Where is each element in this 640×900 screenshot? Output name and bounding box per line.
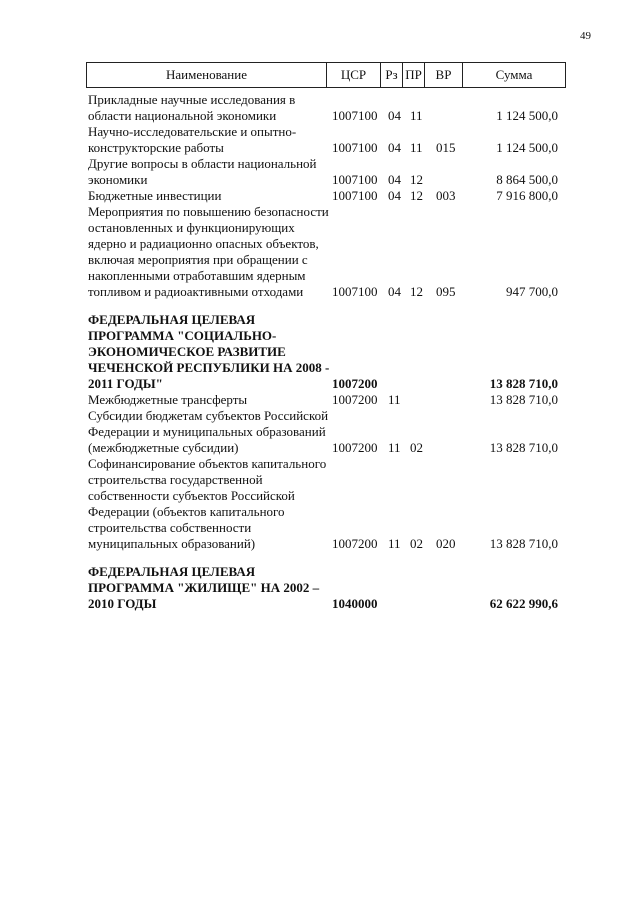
row-csr: 1040000 bbox=[332, 596, 378, 611]
row-pr: 11 bbox=[410, 140, 423, 155]
table-row-program bbox=[88, 564, 558, 612]
table-row bbox=[88, 408, 558, 456]
row-csr: 1007100 bbox=[332, 172, 378, 187]
section-gap bbox=[88, 552, 558, 564]
table-row bbox=[88, 156, 558, 188]
row-sum: 13 828 710,0 bbox=[489, 376, 558, 391]
row-sum: 8 864 500,0 bbox=[496, 172, 558, 187]
row-pr: 12 bbox=[410, 284, 423, 299]
row-pr: 12 bbox=[410, 172, 423, 187]
row-sum: 13 828 710,0 bbox=[489, 440, 558, 455]
table-header bbox=[86, 62, 566, 88]
table-row bbox=[88, 124, 558, 156]
row-sum: 7 916 800,0 bbox=[496, 188, 558, 203]
section-gap bbox=[88, 300, 558, 312]
row-csr: 1007200 bbox=[332, 376, 378, 391]
table-row bbox=[88, 456, 558, 552]
row-csr: 1007100 bbox=[332, 108, 378, 123]
row-rz: 11 bbox=[388, 440, 401, 455]
row-csr: 1007200 bbox=[332, 440, 378, 455]
row-name: ФЕДЕРАЛЬНАЯ ЦЕЛЕВАЯ ПРОГРАММА "СОЦИАЛЬНО-ЭКОНОМИЧЕСКОЕ РАЗВИТИЕ ЧЕЧЕНСКОЙ РЕСПУБЛИКИ НА 2008 - 2011 ГОДЫ" bbox=[88, 312, 330, 391]
row-vr: 095 bbox=[436, 284, 456, 299]
row-rz: 11 bbox=[388, 392, 401, 407]
row-pr: 02 bbox=[410, 440, 423, 455]
row-vr: 003 bbox=[436, 188, 456, 203]
header-name: Наименование bbox=[87, 63, 327, 87]
table-row bbox=[88, 188, 558, 204]
row-csr: 1007200 bbox=[332, 536, 378, 551]
row-name: Межбюджетные трансферты bbox=[88, 392, 248, 407]
row-vr: 020 bbox=[436, 536, 456, 551]
table-row-program bbox=[88, 312, 558, 392]
row-csr: 1007200 bbox=[332, 392, 378, 407]
row-sum: 947 700,0 bbox=[506, 284, 558, 299]
row-csr: 1007100 bbox=[332, 284, 378, 299]
row-csr: 1007100 bbox=[332, 140, 378, 155]
header-rz: Рз bbox=[381, 63, 403, 87]
page-number: 49 bbox=[580, 30, 591, 42]
row-name: Другие вопросы в области национальной экономики bbox=[88, 156, 317, 187]
header-csr: ЦСР bbox=[327, 63, 381, 87]
row-name: Научно-исследовательские и опытно-конструкторские работы bbox=[88, 124, 297, 155]
row-sum: 62 622 990,6 bbox=[489, 596, 558, 611]
row-name: Субсидии бюджетам субъектов Российской Федерации и муниципальных образований (межбюджетные субсидии) bbox=[88, 408, 329, 455]
table-row bbox=[88, 392, 558, 408]
row-pr: 02 bbox=[410, 536, 423, 551]
table-body bbox=[88, 92, 558, 612]
row-rz: 04 bbox=[388, 140, 401, 155]
row-rz: 04 bbox=[388, 108, 401, 123]
header-sum: Сумма bbox=[495, 67, 533, 82]
table-row bbox=[88, 204, 558, 300]
row-rz: 04 bbox=[388, 284, 401, 299]
row-rz: 11 bbox=[388, 536, 401, 551]
header-pr: ПР bbox=[403, 63, 425, 87]
row-sum: 1 124 500,0 bbox=[496, 140, 558, 155]
row-name: Софинансирование объектов капитального строительства государственной собственности субъектов Российской Федерации (объектов капитального строительства собственности муниципальных образований) bbox=[88, 456, 327, 551]
row-rz: 04 bbox=[388, 172, 401, 187]
row-name: Прикладные научные исследования в области национальной экономики bbox=[88, 92, 296, 123]
row-sum: 13 828 710,0 bbox=[489, 536, 558, 551]
row-name: Бюджетные инвестиции bbox=[88, 188, 222, 203]
row-pr: 12 bbox=[410, 188, 423, 203]
row-vr: 015 bbox=[436, 140, 456, 155]
row-sum: 1 124 500,0 bbox=[496, 108, 558, 123]
row-pr: 11 bbox=[410, 108, 423, 123]
header-vr: ВР bbox=[425, 63, 463, 87]
row-name: ФЕДЕРАЛЬНАЯ ЦЕЛЕВАЯ ПРОГРАММА "ЖИЛИЩЕ" НА 2002 – 2010 ГОДЫ bbox=[88, 564, 320, 611]
table-row bbox=[88, 92, 558, 124]
row-sum: 13 828 710,0 bbox=[489, 392, 558, 407]
row-name: Мероприятия по повышению безопасности остановленных и функционирующих ядерно и радиационно опасных объектов, включая мероприятия при обращении с накопленными отработавшим ядерным топливом и радиоактивными отходами bbox=[88, 204, 329, 299]
row-rz: 04 bbox=[388, 188, 401, 203]
row-csr: 1007100 bbox=[332, 188, 378, 203]
